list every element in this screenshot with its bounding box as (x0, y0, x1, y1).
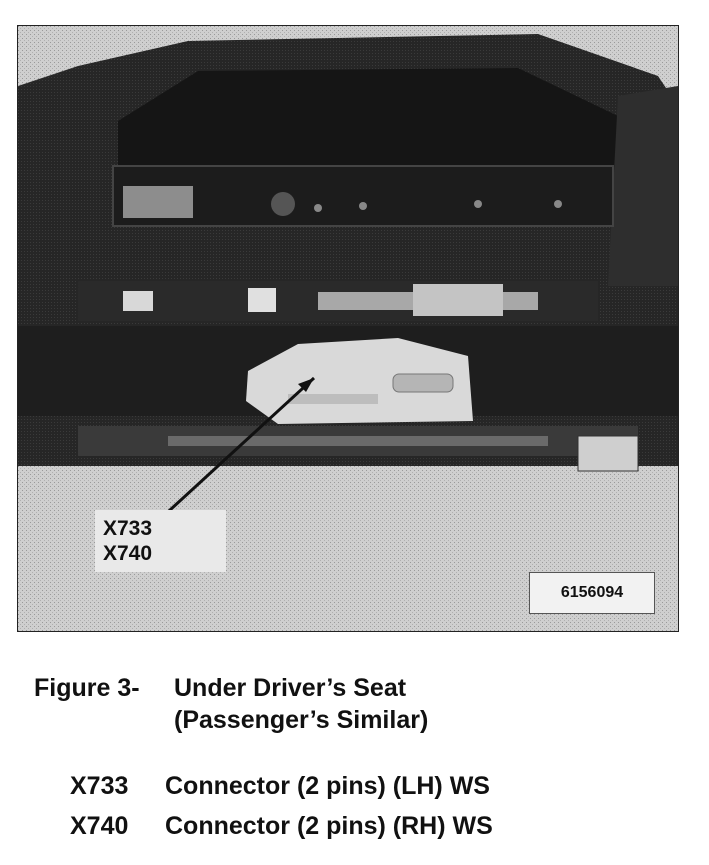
legend-code: X740 (70, 812, 129, 840)
callout-code-x733: X733 (103, 517, 153, 540)
callout-code-x740: X740 (103, 542, 153, 565)
legend-description: Connector (2 pins) (RH) WS (165, 812, 493, 840)
legend-item (70, 806, 493, 846)
figure-title: Under Driver’s Seat (174, 674, 407, 702)
figure-subtitle: (Passenger’s Similar) (174, 706, 429, 734)
legend-code: X733 (70, 772, 129, 800)
callout-label (95, 510, 226, 572)
figure-label: Figure 3- (34, 674, 140, 702)
legend-description: Connector (2 pins) (LH) WS (165, 772, 490, 800)
connector-legend (70, 766, 493, 846)
figure-caption (34, 672, 428, 736)
legend-item (70, 766, 493, 806)
figure-number: 6156094 (529, 572, 655, 614)
